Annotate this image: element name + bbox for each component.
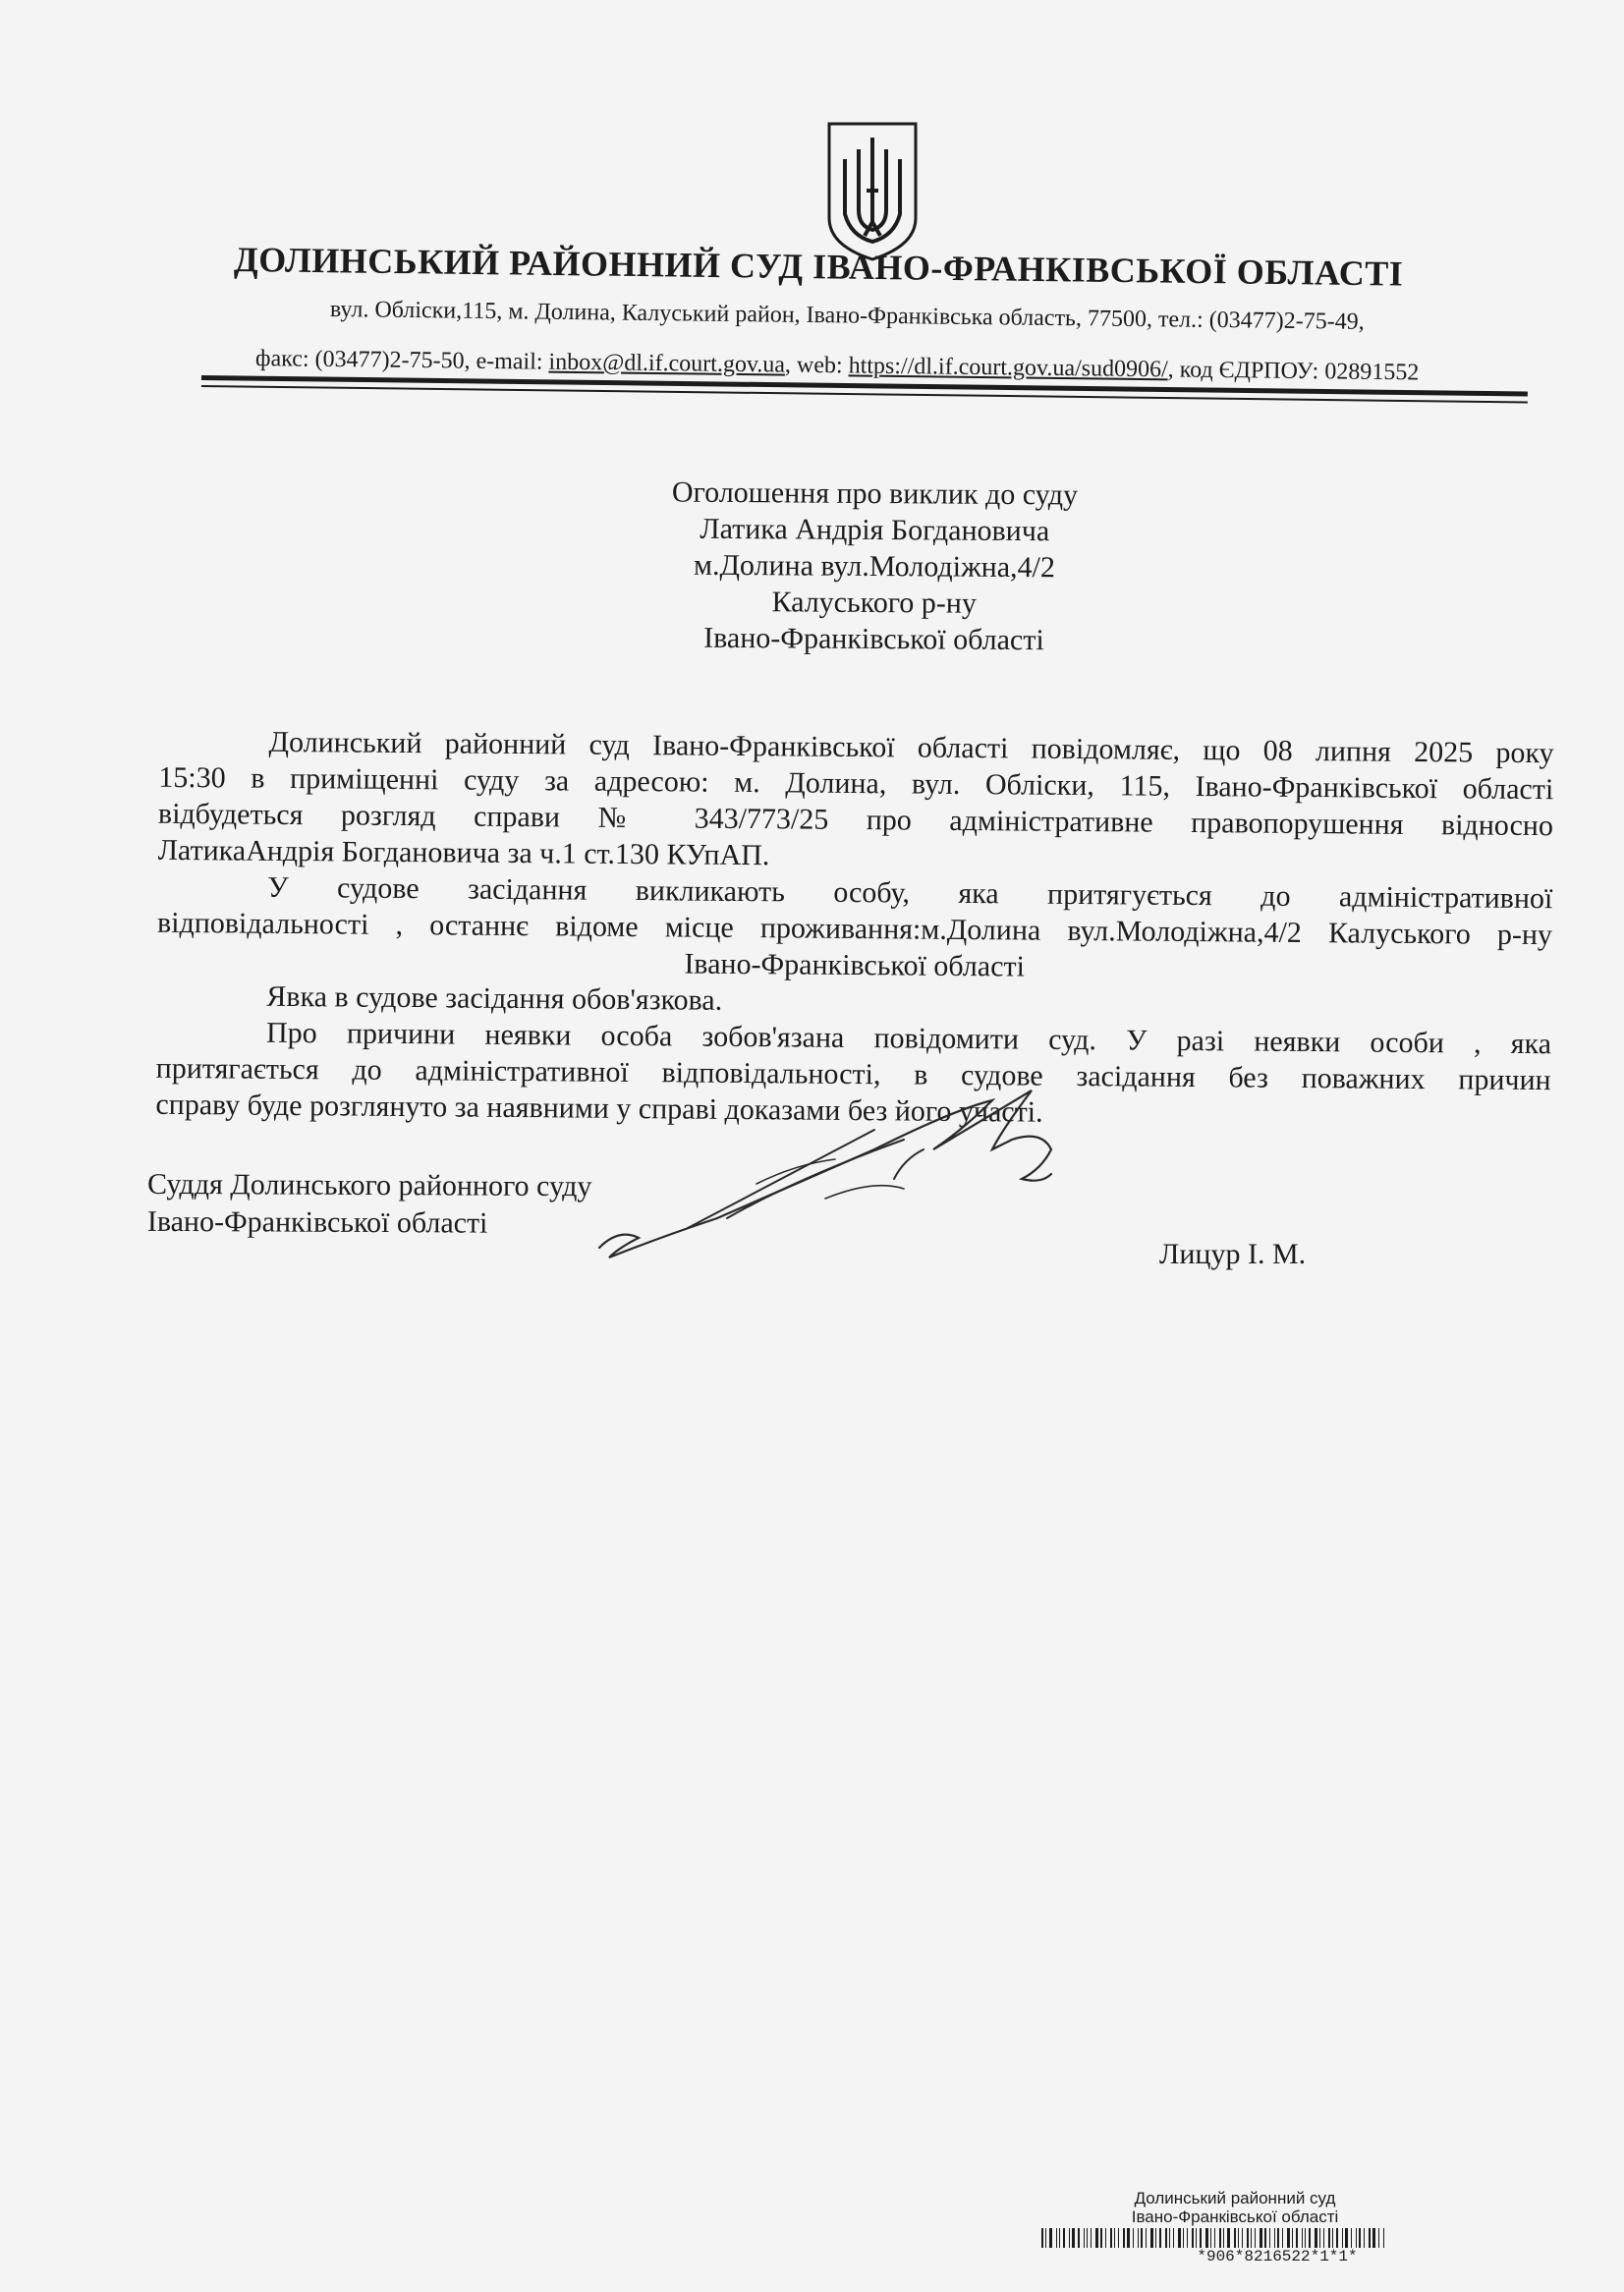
barcode-bar (1255, 2228, 1256, 2248)
judge-name: Лицур І. М. (1159, 1238, 1307, 1270)
barcode-bar (1242, 2228, 1243, 2248)
paragraph-4-line-3: справу буде розглянуто за наявними у справі доказами без його участі. (155, 1088, 1043, 1129)
barcode-bar (1196, 2228, 1197, 2248)
barcode-bar (1084, 2228, 1085, 2248)
heading-title: Оголошення про виклик до суду (671, 475, 1079, 512)
barcode-bar (1251, 2228, 1252, 2248)
barcode-bar (1159, 2228, 1161, 2248)
barcode-bar (1369, 2228, 1371, 2248)
barcode-bar (1118, 2228, 1119, 2248)
barcode-bar (1274, 2228, 1275, 2248)
barcode-code: *906*8216522*1*1* (1197, 2248, 1358, 2265)
barcode-bar (1223, 2228, 1224, 2248)
barcode-bar (1045, 2228, 1046, 2248)
barcode-bar (1095, 2228, 1098, 2248)
barcode-bar (1150, 2228, 1153, 2248)
barcode-bar (1302, 2228, 1303, 2248)
barcode-bar (1292, 2228, 1293, 2248)
barcode-bar (1133, 2228, 1134, 2248)
barcode-bar (1315, 2228, 1317, 2248)
barcode-bar (1227, 2228, 1230, 2248)
web-link[interactable]: https://dl.if.court.gov.ua/sud0906/ (848, 353, 1168, 383)
barcode-bar (1260, 2228, 1262, 2248)
paragraph-1-line-2: 15:30 в приміщенні суду за адресою: м. Долина, вул. Обліски, 115, Івано-Франківської області (158, 760, 1554, 807)
judge-title-line-1: Суддя Долинського районного суду (147, 1167, 592, 1203)
fax-label: факс: (03477)2-75-50, e-mail: (254, 346, 549, 375)
barcode-bar (1200, 2228, 1202, 2248)
barcode-bar (1319, 2228, 1320, 2248)
heading-district: Калуського р-ну (771, 586, 978, 620)
barcode-bar (1287, 2228, 1290, 2248)
barcode (1041, 2228, 1513, 2248)
barcode-bar (1123, 2228, 1125, 2248)
barcode-bar (1114, 2228, 1115, 2248)
registration-stamp (1041, 2189, 1533, 2265)
barcode-bar (1146, 2228, 1147, 2248)
barcode-bar (1192, 2228, 1194, 2248)
barcode-bar (1178, 2228, 1181, 2248)
paragraph-2-line-2: відповідальності , останнє відоме місце проживання:м.Долина вул.Молодіжна,4/2 Калуського р-ну (156, 906, 1553, 952)
barcode-bar (1238, 2228, 1239, 2248)
paragraph-1-line-1: Долинський районний суд Івано-Франківської області повідомляє, що 08 липня 2025 року (268, 725, 1554, 770)
barcode-bar (1219, 2228, 1221, 2248)
judge-title (147, 1166, 592, 1243)
email-link[interactable]: inbox@dl.if.court.gov.ua (548, 349, 786, 378)
barcode-bar (1105, 2228, 1106, 2248)
court-name: ДОЛИНСЬКИЙ РАЙОННИЙ СУД ІВАНО-ФРАНКІВСЬКОЇ ОБЛАСТІ (233, 240, 1404, 294)
barcode-bar (1336, 2228, 1338, 2248)
barcode-bar (1378, 2228, 1379, 2248)
paragraph-1-line-4: ЛатикаАндрія Богдановича за ч.1 ст.130 КУпАП. (157, 833, 770, 872)
barcode-bar (1345, 2228, 1348, 2248)
barcode-bar (1328, 2228, 1330, 2248)
barcode-bar (1323, 2228, 1324, 2248)
barcode-bar (1138, 2228, 1139, 2248)
barcode-bar (1210, 2228, 1211, 2248)
stamp-court-name: Долинський районний суд (1134, 2189, 1336, 2208)
barcode-bar (1234, 2228, 1236, 2248)
barcode-bar (1056, 2228, 1057, 2248)
barcode-bar (1091, 2228, 1092, 2248)
barcode-bar (1205, 2228, 1208, 2248)
barcode-bar (1063, 2228, 1065, 2248)
barcode-bar (1356, 2228, 1357, 2248)
judge-title-line-2: Івано-Франківської області (146, 1204, 488, 1240)
barcode-bar (1087, 2228, 1088, 2248)
coat-of-arms-icon (823, 120, 922, 263)
barcode-bar (1264, 2228, 1266, 2248)
notice-heading (294, 472, 1454, 661)
edrpou-code: , код ЄДРПОУ: 02891552 (1167, 357, 1420, 386)
paragraph-2-line-1: У судове засідання викликають особу, яка притягується до адміністративної (267, 870, 1553, 916)
barcode-bar (1187, 2228, 1188, 2248)
court-address: вул. Обліски,115, м. Долина, Калуський район, Івано-Франківська область, 77500, тел.: (03477)2-75-49, (329, 297, 1365, 335)
paragraph-3: Явка в судове засідання обов'язкова. (266, 979, 723, 1017)
barcode-bar (1282, 2228, 1283, 2248)
barcode-bar (1214, 2228, 1215, 2248)
barcode-bar (1183, 2228, 1184, 2248)
barcode-bar (1296, 2228, 1298, 2248)
handwritten-signature (580, 1071, 1130, 1267)
barcode-bar (1059, 2228, 1060, 2248)
barcode-bar (1247, 2228, 1249, 2248)
barcode-bar (1342, 2228, 1343, 2248)
barcode-bar (1155, 2228, 1156, 2248)
heading-address: м.Долина вул.Молодіжна,4/2 (693, 548, 1056, 585)
barcode-bar (1332, 2228, 1333, 2248)
barcode-bar (1100, 2228, 1102, 2248)
barcode-bar (1173, 2228, 1174, 2248)
barcode-bar (1364, 2228, 1365, 2248)
barcode-bar (1165, 2228, 1167, 2248)
barcode-bar (1069, 2228, 1070, 2248)
web-label: , web: (784, 352, 849, 379)
barcode-bar (1269, 2228, 1270, 2248)
barcode-bar (1359, 2228, 1361, 2248)
barcode-bar (1110, 2228, 1112, 2248)
barcode-bar (1127, 2228, 1130, 2248)
barcode-bar (1277, 2228, 1279, 2248)
barcode-bar (1049, 2228, 1052, 2248)
paragraph-2-line-3: Івано-Франківської області (684, 947, 1026, 983)
paragraph-1-line-3: відбудеться розгляд справи № 343/773/25 про адміністративне правопорушення відносно (157, 797, 1554, 843)
barcode-bar (1041, 2228, 1043, 2248)
stamp-region: Івано-Франківської області (1131, 2208, 1339, 2226)
heading-person: Латика Андрія Богдановича (700, 512, 1050, 548)
barcode-bar (1383, 2228, 1384, 2248)
barcode-bar (1141, 2228, 1143, 2248)
barcode-bar (1309, 2228, 1311, 2248)
barcode-bar (1372, 2228, 1375, 2248)
barcode-bar (1072, 2228, 1075, 2248)
heading-region: Івано-Франківської області (703, 621, 1044, 657)
paragraph-4-line-2: притягається до адміністративної відповідальності, в судове засідання без поважних причин (155, 1051, 1551, 1097)
barcode-bar (1169, 2228, 1170, 2248)
barcode-bar (1305, 2228, 1306, 2248)
paragraph-4-line-1: Про причини неявки особа зобов'язана повідомити суд. У разі неявки особи , яка (265, 1016, 1552, 1061)
barcode-bar (1351, 2228, 1352, 2248)
barcode-bar (1078, 2228, 1080, 2248)
